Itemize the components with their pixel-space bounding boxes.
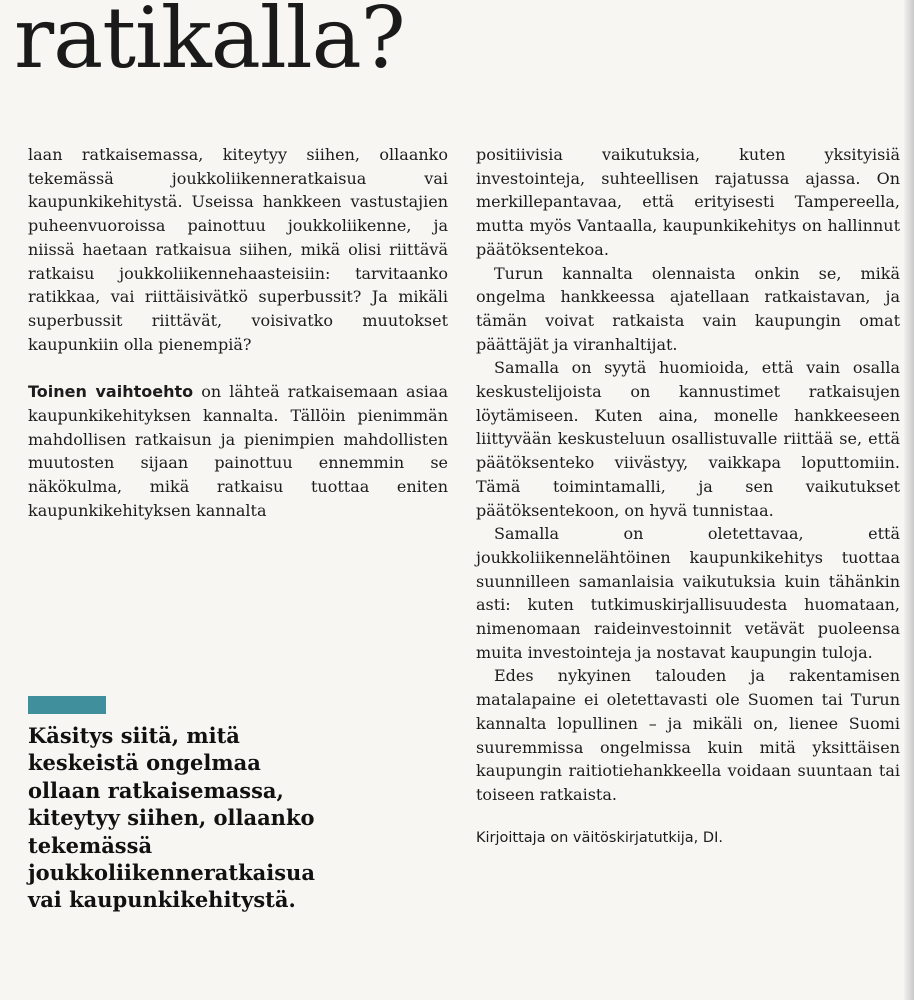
body-paragraph: positiivisia vaikutuksia, kuten yksityisiä investointeja, suhteellisen rajatussa ajassa. On merkillepantavaa, että erityisesti Tampereella, mutta myös Vantaalla, kaupunkikehitys on hallinnut päätöksentekoa. — [476, 145, 900, 259]
body-paragraph: Turun kannalta olennaista onkin se, mikä ongelma hankkeessa ajatellaan ratkaistavan, ja tämän voivat ratkaista vain kaupungin omat päättäjät ja viranhaltijat. — [476, 263, 900, 354]
body-paragraph: Samalla on oletettavaa, että joukkoliikennelähtöinen kaupunkikehitys tuottaa suunnilleen samanlaisia vaikutuksia kuin tähänkin asti: kuten tutkimuskirjallisuudesta huomataan, nimenomaan raideinvestoinnit vetävät puoleensa muita investointeja ja nostavat kaupungin tuloja. — [476, 524, 900, 662]
body-paragraph-lead — [28, 380, 448, 522]
pull-quote-accent-bar — [28, 696, 106, 714]
pull-quote: Käsitys siitä, mitä keskeistä ongelmaa ollaan ratkaisemassa, kiteytyy siihen, ollaanko tekemässä joukkoliikenneratkaisua vai kaupunkikehitystä. — [28, 723, 315, 913]
article-column-right — [476, 143, 900, 850]
headline: ratikalla? — [14, 0, 405, 87]
author-signature: Kirjoittaja on väitöskirjatutkija, DI. — [476, 829, 723, 846]
body-paragraph: Samalla on syytä huomioida, että vain osalla keskustelijoista on kannustimet ratkaisujen löytämiseen. Kuten aina, monelle hankkeeseen liittyvään keskusteluun osallistuvalle riittää se, että päätöksenteko viivästyy, vaikkapa loputtomiin. Tämä toimintamalli, ja sen vaikutukset päätöksentekoon, on hyvä tunnistaa. — [476, 358, 900, 520]
page-edge-shadow — [904, 0, 914, 1000]
body-paragraph: laan ratkaisemassa, kiteytyy siihen, ollaanko tekemässä joukkoliikenneratkaisua vai kaupunkikehitystä. Useissa hankkeen vastustajien puheenvuoroissa painottuu joukkoliikenne, ja niissä haetaan ratkaisua siihen, mikä olisi riittävä ratkaisu joukkoliikennehaasteisiin: tarvitaanko ratikkaa, vai riittäisivätkö superbussit? Ja mikäli superbussit riittävät, voisivatko muutokset kaupunkiin olla pienempiä? — [28, 145, 448, 354]
article-column-left — [28, 143, 448, 523]
lead-paragraph-text: on lähteä ratkaisemaan asiaa kaupunkikehityksen kannalta. Tällöin pienimmän mahdollisen ratkaisun ja pienimpien mahdollisten muutosten sijaan painottuu ennemmin se näkökulma, mikä ratkaisu tuottaa eniten kaupunkikehityksen kannalta — [28, 382, 448, 520]
lead-in-phrase: Toinen vaihtoehto — [28, 382, 194, 402]
body-paragraph: Edes nykyinen talouden ja rakentamisen matalapaine ei oletettavasti ole Suomen tai Turun kannalta lopullinen – ja mikäli on, lienee Suomi suuremmissa ongelmissa kuin mitä yksittäisen kaupungin raitiotiehankkeella voidaan suuntaan tai toiseen ratkaista. — [476, 666, 900, 804]
